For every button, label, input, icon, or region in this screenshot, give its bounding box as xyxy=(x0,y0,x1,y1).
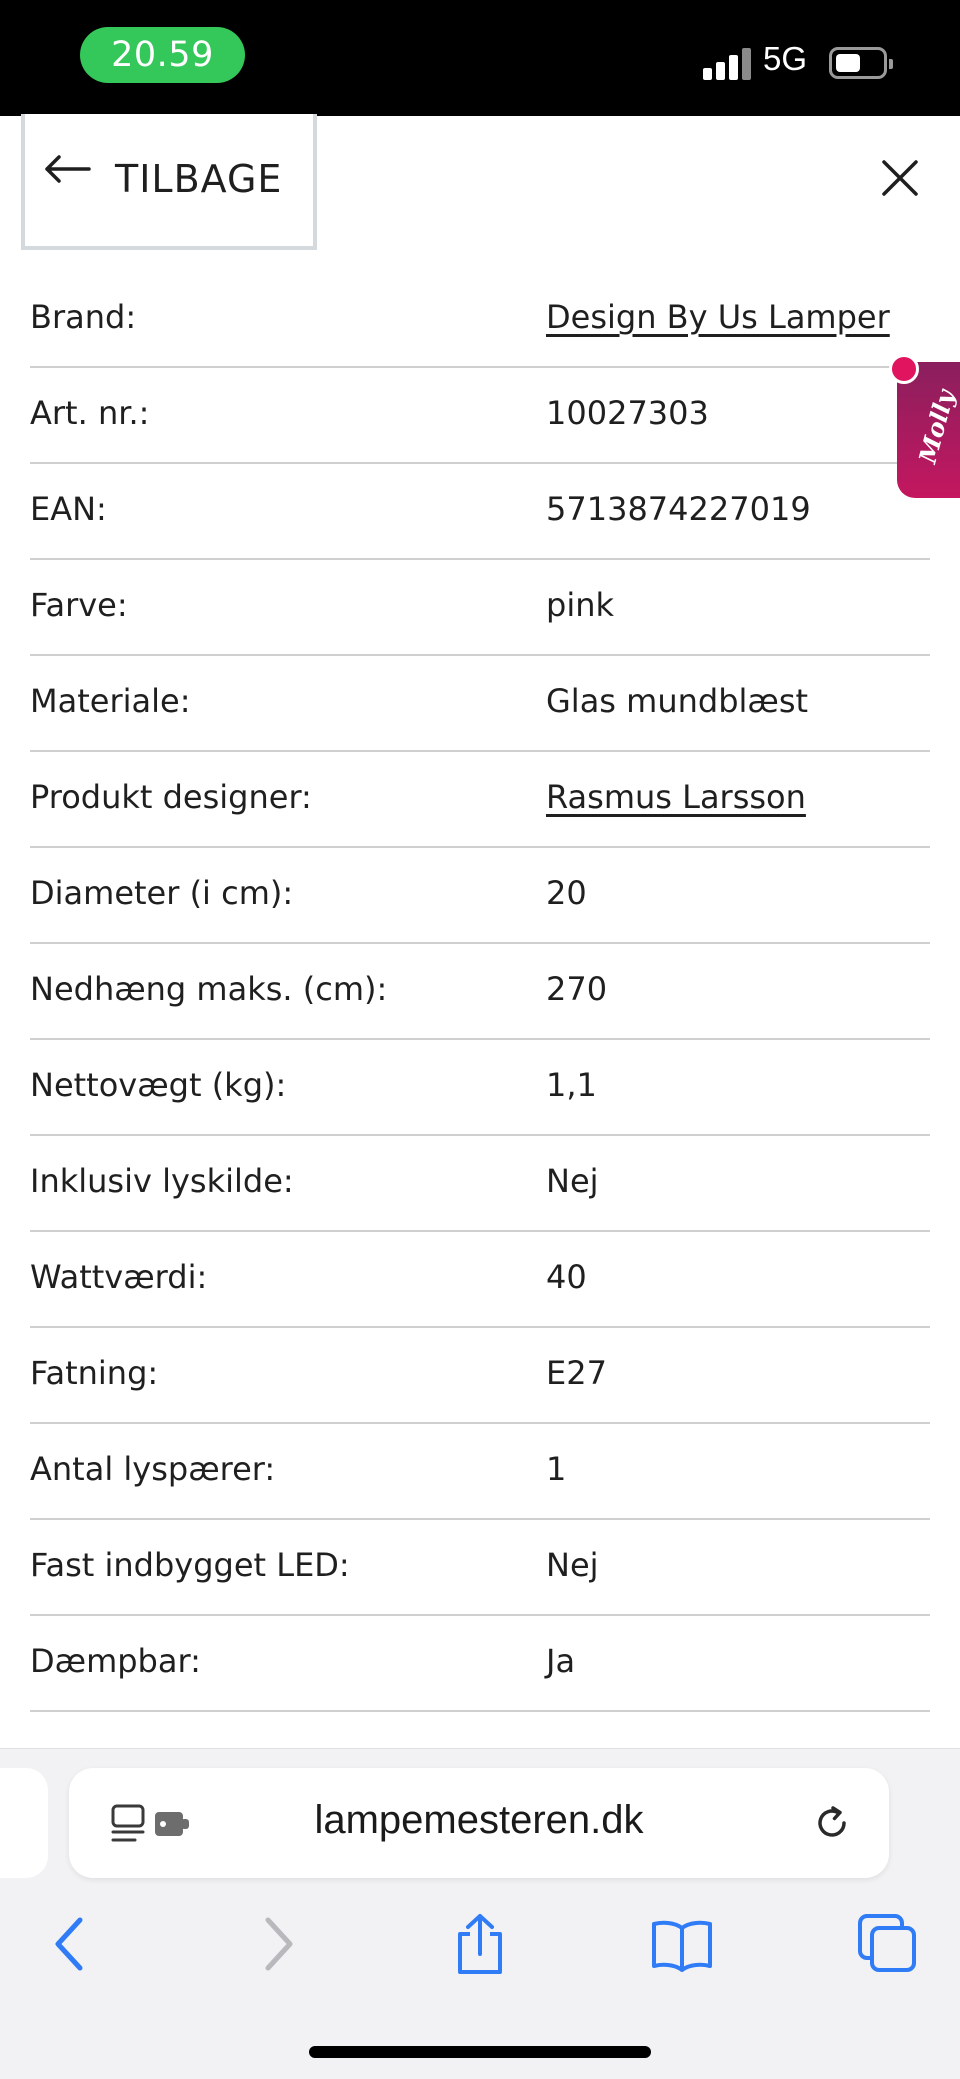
share-icon[interactable] xyxy=(448,1912,512,1976)
spec-row-nedhaeng xyxy=(30,944,930,1040)
back-nav-icon[interactable] xyxy=(38,1912,102,1976)
spec-label: Fast indbygget LED: xyxy=(30,1546,350,1584)
previous-tab-preview[interactable] xyxy=(0,1768,48,1878)
network-type: 5G xyxy=(763,40,808,77)
spec-row-lyskilde xyxy=(30,1136,930,1232)
spec-label: Dæmpbar: xyxy=(30,1642,201,1680)
spec-label: Inklusiv lyskilde: xyxy=(30,1162,294,1200)
spec-row-lyspaerer xyxy=(30,1424,930,1520)
spec-value: 270 xyxy=(546,970,608,1008)
status-bar xyxy=(0,0,960,116)
battery-icon xyxy=(829,47,887,79)
spec-row-daempbar xyxy=(30,1616,930,1712)
spec-label: Produkt designer: xyxy=(30,778,312,816)
close-icon[interactable] xyxy=(876,154,924,202)
bookmarks-icon[interactable] xyxy=(650,1912,714,1976)
spec-value: Glas mundblæst xyxy=(546,682,809,720)
spec-row-ean xyxy=(30,464,930,560)
url-text: lampemesteren.dk xyxy=(314,1798,644,1842)
spec-row-diameter xyxy=(30,848,930,944)
spec-row-materiale xyxy=(30,656,930,752)
spec-value: Ja xyxy=(546,1642,576,1680)
spec-label: Fatning: xyxy=(30,1354,159,1392)
spec-row-led xyxy=(30,1520,930,1616)
spec-value: 1 xyxy=(546,1450,567,1488)
spec-row-fatning xyxy=(30,1328,930,1424)
spec-value: E27 xyxy=(546,1354,607,1392)
spec-value: Nej xyxy=(546,1546,599,1584)
chat-widget-label: Molly xyxy=(912,386,960,467)
spec-value: 5713874227019 xyxy=(546,490,811,528)
spec-value: pink xyxy=(546,586,615,624)
spec-row-nettovaegt xyxy=(30,1040,930,1136)
spec-row-brand xyxy=(30,272,930,368)
brand-link[interactable]: Design By Us Lamper xyxy=(546,298,890,336)
address-bar[interactable] xyxy=(69,1768,889,1878)
spec-value: 10027303 xyxy=(546,394,709,432)
cellular-signal-icon xyxy=(703,48,751,80)
back-button[interactable] xyxy=(21,114,317,250)
spec-label: Wattværdi: xyxy=(30,1258,208,1296)
spec-row-wattvaerdi xyxy=(30,1232,930,1328)
spec-row-farve xyxy=(30,560,930,656)
spec-label: Brand: xyxy=(30,298,137,336)
home-indicator xyxy=(309,2046,651,2058)
spec-label: Diameter (i cm): xyxy=(30,874,294,912)
spec-label: Nettovægt (kg): xyxy=(30,1066,287,1104)
spec-label: Art. nr.: xyxy=(30,394,150,432)
spec-label: Materiale: xyxy=(30,682,191,720)
spec-value: 1,1 xyxy=(546,1066,597,1104)
notification-dot-icon xyxy=(889,354,919,384)
spec-value: 40 xyxy=(546,1258,587,1296)
time-indicator[interactable]: 20.59 xyxy=(80,27,245,83)
product-spec-table xyxy=(30,272,930,1712)
spec-row-designer xyxy=(30,752,930,848)
spec-label: Nedhæng maks. (cm): xyxy=(30,970,388,1008)
spec-label: EAN: xyxy=(30,490,107,528)
designer-link[interactable]: Rasmus Larsson xyxy=(546,778,806,816)
spec-value: Nej xyxy=(546,1162,599,1200)
tabs-icon[interactable] xyxy=(856,1912,920,1976)
spec-value: 20 xyxy=(546,874,587,912)
spec-label: Antal lyspærer: xyxy=(30,1450,276,1488)
spec-label: Farve: xyxy=(30,586,128,624)
back-label: TILBAGE xyxy=(115,157,283,201)
arrow-left-icon xyxy=(43,154,91,184)
forward-nav-icon[interactable] xyxy=(246,1912,310,1976)
spec-row-art-nr xyxy=(30,368,930,464)
reload-icon[interactable] xyxy=(811,1802,853,1844)
